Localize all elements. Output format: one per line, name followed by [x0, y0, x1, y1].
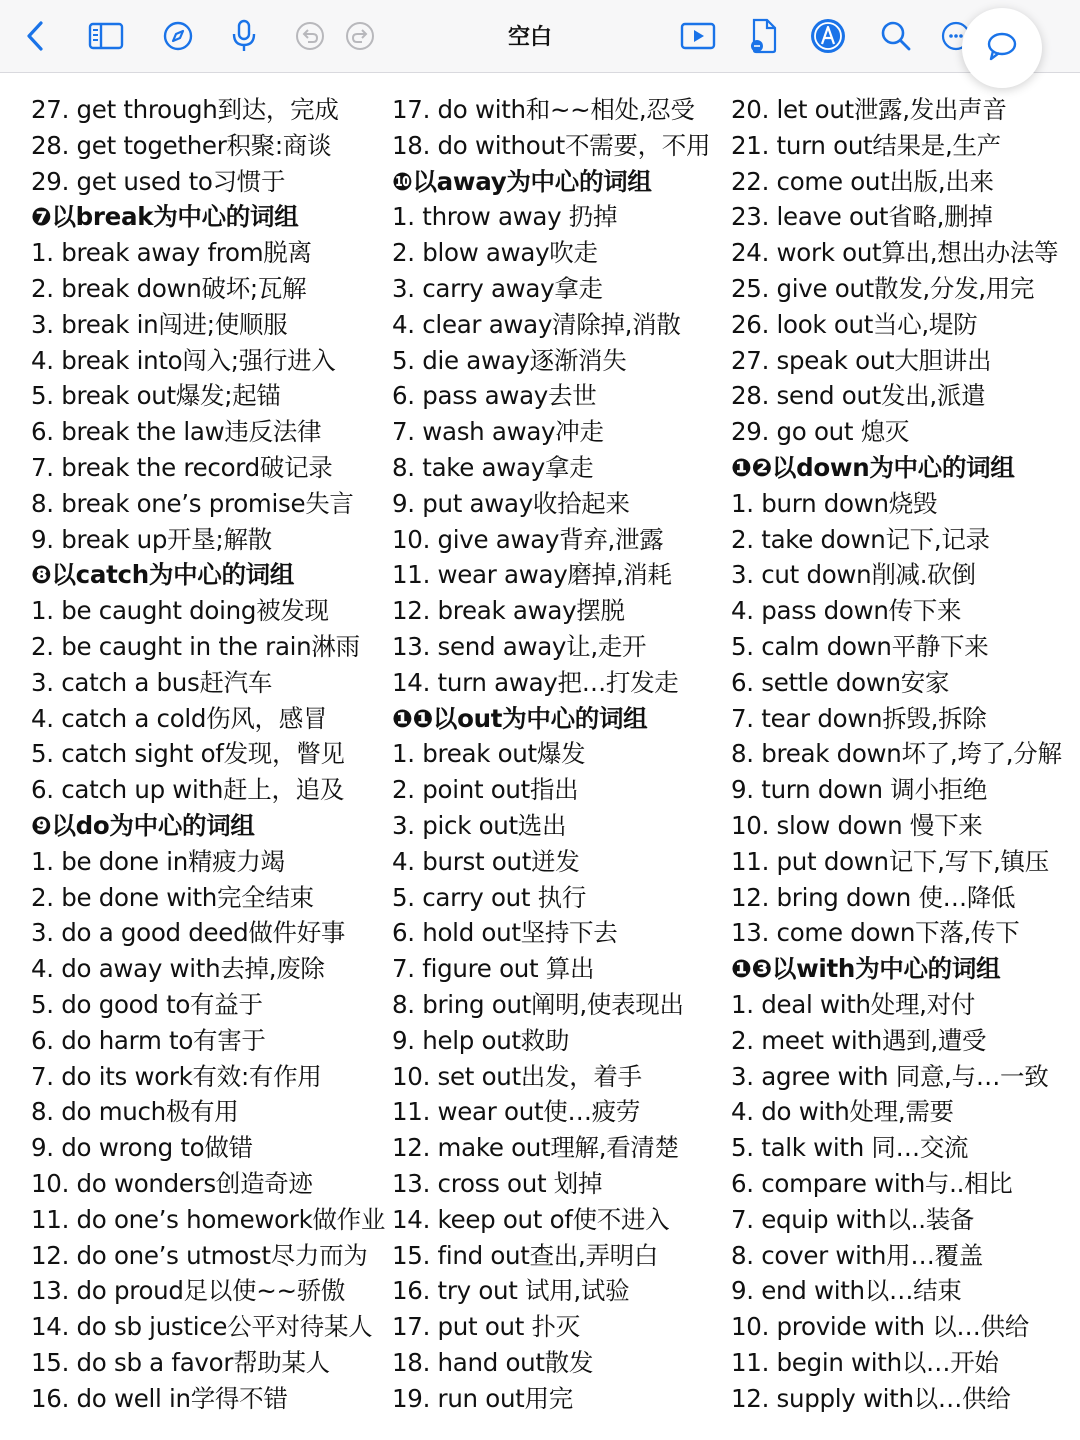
- phrase-line: 24. work out算出,想出办法等: [731, 238, 1059, 268]
- phrase-line: 2. meet with遇到,遭受: [731, 1025, 987, 1055]
- phrase-line: 14. turn away把…打发走: [392, 667, 679, 697]
- phrase-line: 2. be caught in the rain淋雨: [31, 631, 360, 661]
- phrase-line: 4. burst out迸发: [392, 846, 580, 876]
- document-icon[interactable]: [744, 16, 784, 56]
- phrase-line: 7. wash away冲走: [392, 417, 604, 447]
- note-content[interactable]: [0, 92, 1080, 1432]
- phrase-line: 14. do sb justice公平对待某人: [31, 1312, 373, 1342]
- phrase-line: 18. do without不需要，不用: [392, 130, 711, 160]
- phrase-line: 11. wear out使…疲劳: [392, 1097, 641, 1127]
- phrase-line: 18. hand out散发: [392, 1347, 594, 1377]
- phrase-line: 11. begin with以…开始: [731, 1347, 999, 1377]
- phrase-line: 17. do with和~~相处,忍受: [392, 95, 695, 124]
- phrase-line: 13. do proud足以使~~骄傲: [31, 1276, 346, 1306]
- phrase-line: 26. look out当心,堤防: [731, 309, 978, 339]
- phrase-line: 6. hold out坚持下去: [392, 918, 618, 948]
- phrase-line: 6. break the law违反法律: [31, 417, 322, 447]
- phrase-line: 5. talk with 同…交流: [731, 1133, 969, 1163]
- column-3: [731, 92, 1077, 1416]
- section-heading: ❾以do为中心的词组: [31, 810, 255, 840]
- phrase-line: 6. settle down安家: [731, 667, 950, 697]
- phrase-line: 6. pass away去世: [392, 381, 597, 411]
- phrase-line: 20. let out泄露,发出声音: [731, 95, 1007, 124]
- section-heading: ❼以break为中心的词组: [31, 202, 299, 232]
- phrase-line: 16. try out 试用,试验: [392, 1276, 630, 1306]
- section-heading: ❶❷以down为中心的词组: [731, 452, 1015, 482]
- chat-bubble-icon: [985, 30, 1019, 66]
- phrase-line: 9. put away收拾起来: [392, 488, 630, 518]
- phrase-line: 8. break down坏了,垮了,分解: [731, 739, 1062, 769]
- phrase-line: 1. be done in精疲力竭: [31, 846, 285, 876]
- phrase-line: 19. run out用完: [392, 1383, 573, 1413]
- phrase-line: 5. calm down平静下来: [731, 631, 989, 661]
- phrase-line: 3. cut down削减.砍倒: [731, 560, 976, 590]
- phrase-line: 2. break down破坏;瓦解: [31, 273, 307, 303]
- section-heading: ❿以away为中心的词组: [392, 166, 652, 196]
- phrase-line: 2. point out指出: [392, 775, 579, 805]
- phrase-line: 25. give out散发,分发,用完: [731, 273, 1035, 303]
- phrase-line: 9. do wrong to做错: [31, 1133, 253, 1163]
- phrase-line: 23. leave out省略,删掉: [731, 202, 993, 232]
- phrase-line: 5. break out爆发;起锚: [31, 381, 281, 411]
- phrase-line: 11. wear away磨掉,消耗: [392, 560, 672, 590]
- phrase-line: 8. break one’s promise失言: [31, 488, 354, 518]
- phrase-line: 6. compare with与..相比: [731, 1168, 1013, 1198]
- phrase-line: 17. put out 扑灭: [392, 1312, 580, 1342]
- redo-icon[interactable]: [340, 16, 380, 56]
- phrase-line: 3. carry away拿走: [392, 273, 603, 303]
- phrase-line: 4. break into闯入;强行进入: [31, 345, 336, 375]
- phrase-line: 2. blow away吹走: [392, 238, 598, 268]
- phrase-line: 6. do harm to有害于: [31, 1025, 266, 1055]
- play-icon[interactable]: [678, 16, 718, 56]
- phrase-line: 7. equip with以..装备: [731, 1204, 975, 1234]
- phrase-line: 16. do well in学得不错: [31, 1383, 288, 1413]
- phrase-line: 7. figure out 算出: [392, 954, 595, 984]
- phrase-line: 13. cross out 划掉: [392, 1168, 603, 1198]
- phrase-line: 8. bring out阐明,使表现出: [392, 989, 684, 1019]
- phrase-line: 8. cover with用…覆盖: [731, 1240, 983, 1270]
- phrase-line: 1. break out爆发: [392, 739, 586, 769]
- phrase-line: 21. turn out结果是,生产: [731, 130, 1001, 160]
- phrase-line: 1. deal with处理,对付: [731, 989, 976, 1019]
- phrase-line: 7. break the record破记录: [31, 452, 333, 482]
- phrase-line: 27. get through到达，完成: [31, 95, 339, 124]
- phrase-line: 1. break away from脱离: [31, 238, 312, 268]
- phrase-line: 9. break up开垦;解散: [31, 524, 272, 554]
- phrase-line: 1. be caught doing被发现: [31, 596, 329, 626]
- phrase-line: 28. send out发出,派遣: [731, 381, 986, 411]
- phrase-line: 12. supply with以…供给: [731, 1383, 1011, 1413]
- phrase-line: 29. get used to习惯于: [31, 166, 286, 196]
- phrase-line: 10. give away背弃,泄露: [392, 524, 664, 554]
- phrase-line: 10. set out出发，着手: [392, 1061, 642, 1091]
- phrase-line: 3. agree with 同意,与…一致: [731, 1061, 1049, 1091]
- phrase-line: 9. turn down 调小拒绝: [731, 775, 988, 805]
- section-heading: ❶❸以with为中心的词组: [731, 954, 1001, 984]
- compass-icon[interactable]: [158, 16, 198, 56]
- chat-bubble-button[interactable]: [962, 8, 1042, 88]
- phrase-line: 12. bring down 使…降低: [731, 882, 1016, 912]
- phrase-line: 13. send away让,走开: [392, 631, 647, 661]
- phrase-line: 12. make out理解,看清楚: [392, 1133, 679, 1163]
- search-icon[interactable]: [876, 16, 916, 56]
- phrase-line: 4. clear away清除掉,消散: [392, 309, 681, 339]
- phrase-line: 10. do wonders创造奇迹: [31, 1168, 313, 1198]
- phrase-line: 29. go out 熄灭: [731, 417, 910, 447]
- pen-circle-icon[interactable]: [808, 16, 848, 56]
- phrase-line: 5. carry out 执行: [392, 882, 587, 912]
- phrase-line: 5. die away逐渐消失: [392, 345, 627, 375]
- phrase-line: 3. catch a bus赶汽车: [31, 667, 273, 697]
- phrase-line: 9. help out救助: [392, 1025, 570, 1055]
- phrase-line: 3. do a good deed做件好事: [31, 918, 346, 948]
- phrase-line: 4. pass down传下来: [731, 596, 962, 626]
- phrase-line: 10. provide with 以…供给: [731, 1312, 1030, 1342]
- phrase-line: 1. burn down烧毁: [731, 488, 938, 518]
- phrase-line: 4. do with处理,需要: [731, 1097, 954, 1127]
- phrase-line: 6. catch up with赶上，追及: [31, 775, 345, 805]
- phrase-line: 7. do its work有效:有作用: [31, 1061, 322, 1091]
- phrase-line: 12. do one’s utmost尽力而为: [31, 1240, 368, 1270]
- phrase-line: 13. come down下落,传下: [731, 918, 1020, 948]
- phrase-line: 28. get together积聚:商谈: [31, 130, 332, 160]
- phrase-line: 27. speak out大胆讲出: [731, 345, 992, 375]
- phrase-line: 9. end with以…结束: [731, 1276, 962, 1306]
- phrase-line: 15. do sb a favor帮助某人: [31, 1347, 330, 1377]
- phrase-line: 4. catch a cold伤风，感冒: [31, 703, 328, 733]
- phrase-line: 15. find out查出,弄明白: [392, 1240, 659, 1270]
- phrase-line: 2. be done with完全结束: [31, 882, 314, 912]
- phrase-line: 8. do much极有用: [31, 1097, 239, 1127]
- section-heading: ❶❶以out为中心的词组: [392, 703, 648, 733]
- microphone-icon[interactable]: [224, 16, 264, 56]
- phrase-line: 10. slow down 慢下来: [731, 810, 983, 840]
- phrase-line: 11. do one’s homework做作业: [31, 1204, 386, 1234]
- undo-icon[interactable]: [290, 16, 330, 56]
- section-heading: ❽以catch为中心的词组: [31, 560, 295, 590]
- phrase-line: 4. do away with去掉,废除: [31, 954, 325, 984]
- phrase-line: 1. throw away 扔掉: [392, 202, 618, 232]
- phrase-line: 5. do good to有益于: [31, 989, 263, 1019]
- phrase-line: 3. pick out选出: [392, 810, 567, 840]
- phrase-line: 2. take down记下,记录: [731, 524, 990, 554]
- back-chevron-icon[interactable]: [16, 16, 56, 56]
- column-1: [31, 92, 386, 1416]
- phrase-line: 22. come out出版,出来: [731, 166, 994, 196]
- sidebar-icon[interactable]: [86, 16, 126, 56]
- column-2: [392, 92, 722, 1416]
- phrase-line: 3. break in闯进;使顺服: [31, 309, 288, 339]
- phrase-line: 7. tear down拆毁,拆除: [731, 703, 987, 733]
- phrase-line: 14. keep out of使不进入: [392, 1204, 670, 1234]
- toolbar: [0, 0, 1080, 73]
- phrase-line: 5. catch sight of发现，瞥见: [31, 739, 345, 769]
- phrase-line: 12. break away摆脱: [392, 596, 625, 626]
- document-title: 空白: [507, 25, 552, 50]
- phrase-line: 11. put down记下,写下,镇压: [731, 846, 1049, 876]
- phrase-line: 8. take away拿走: [392, 452, 594, 482]
